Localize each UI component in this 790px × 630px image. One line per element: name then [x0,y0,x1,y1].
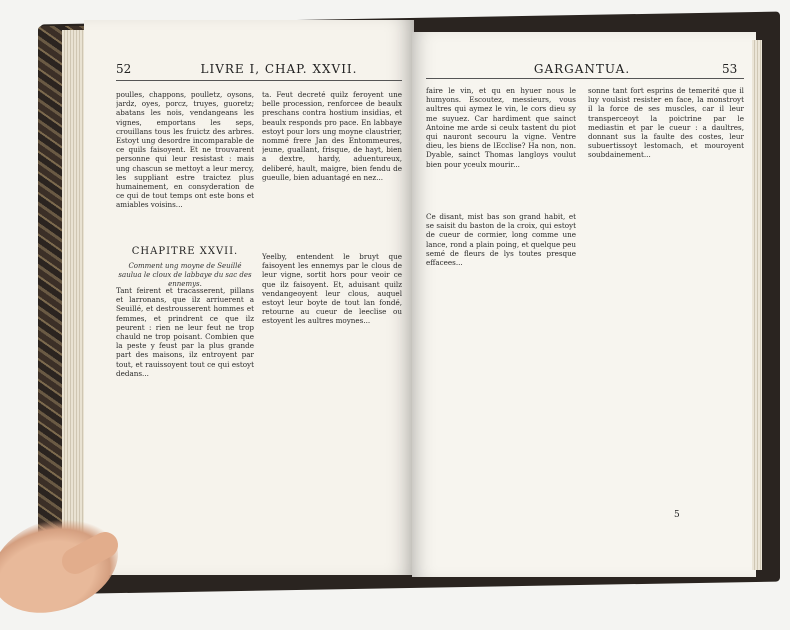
left-page [84,20,414,575]
page-number-right: 53 [722,62,738,76]
running-head-right: GARGANTUA. [533,62,631,76]
text-column-3b: Ce disant, mist bas son grand habit, et se saisit du baston de la croix, qui estoyt de cueur de cormier, long comme une lance, rond a plain poing, et quelque peu semé de fleurs de lys toutes presque effacees... [426,212,576,268]
text-column-1b: Tant feirent et tracasserent, pillans et larronans, que ilz arriuerent a Seuillé, et destrousserent hommes et femmes, et prindrent ce que ilz peurent : rien ne leur feut ne trop chauld ne trop poisant. Combien que la peste y feust par la plus grande part des maisons, ilz entroyent par tout, et rauissoyent tout ce qui estoyt dedans... [116,286,254,378]
text-column-2b: Yeelby, entendent le bruyt que faisoyent les ennemys par le clous de leur vigne, sortit hors pour veoir ce que ilz faisoyent. Et, aduisant quilz vendangeoyent leur clous, auquel estoyt leur boyte de tout lan fondé, retourne au cueur de leeclise ou estoyent les aultres moynes... [262,252,402,326]
text-column-3a: faire le vin, et qu en hyuer nous le humyons. Escoutez, messieurs, vous aultres qui aymez le vin, le cors dieu sy me suyuez. Car hardiment que sainct Antoine me arde si ceulx tastent du piot qui nauront secouru la vigne. Ventre dieu, les biens de lEcclise? Ha non, non. Dyable, sainct Thomas langloys voulut bien pour yceulx mourir... [426,86,576,169]
page-edges-left [62,30,84,570]
text-column-1a: poulles, chappons, poulletz, oysons, jardz, oyes, porcz, truyes, guoretz; abatans les nois, vendangeans les vignes, emportans les seps, crouillans tous les fruictz des arbres. Estoyt ung desordre incomparable de ce quils faisoyent. Et ne trouvarent personne qui leur resistast : mais ung chascun se mettoyt a leur mercy, les suppliant estre traictez plus humainement, en consyderation de ce qui de tout temps ont este bons et amiables voisins... [116,90,254,210]
right-page [412,32,756,577]
header-rule-right [426,78,744,79]
running-head-left: LIVRE I, CHAP. XXVII. [200,62,358,76]
text-column-4: sonne tant fort esprins de temerité que il luy voulsist resister en face, la monstroyt il la force de ses muscles, car il leur transperceoyt la poictrine par le mediastin et par le cueur : a daultres, donnant sus la faulte des costes, leur subuertissoyt lestomach, et mouroyent soubdainement... [588,86,744,160]
header-rule-left [116,80,402,81]
page-edges-right [752,40,762,570]
signature-mark: 5 [674,510,680,520]
chapter-title: CHAPITRE XXVII. [131,246,239,257]
text-column-2a: ta. Feut decreté quilz feroyent une belle procession, renforcee de beaulx preschans contra hostium insidias, et beaulx responds pro pace. En labbaye estoyt pour lors ung moyne claustrier, nommé frere Jan des Entommeures, jeune, guallant, frisque, de hayt, bien a dextre, hardy, aduentureux, deliberé, hault, maigre, bien fendu de gueulle, bien aduantagé en nez... [262,90,402,182]
chapter-subtitle: Comment ung moyne de Seuillé saulua le cloux de labbaye du sac des ennemys. [118,262,252,288]
page-number-left: 52 [116,62,132,76]
